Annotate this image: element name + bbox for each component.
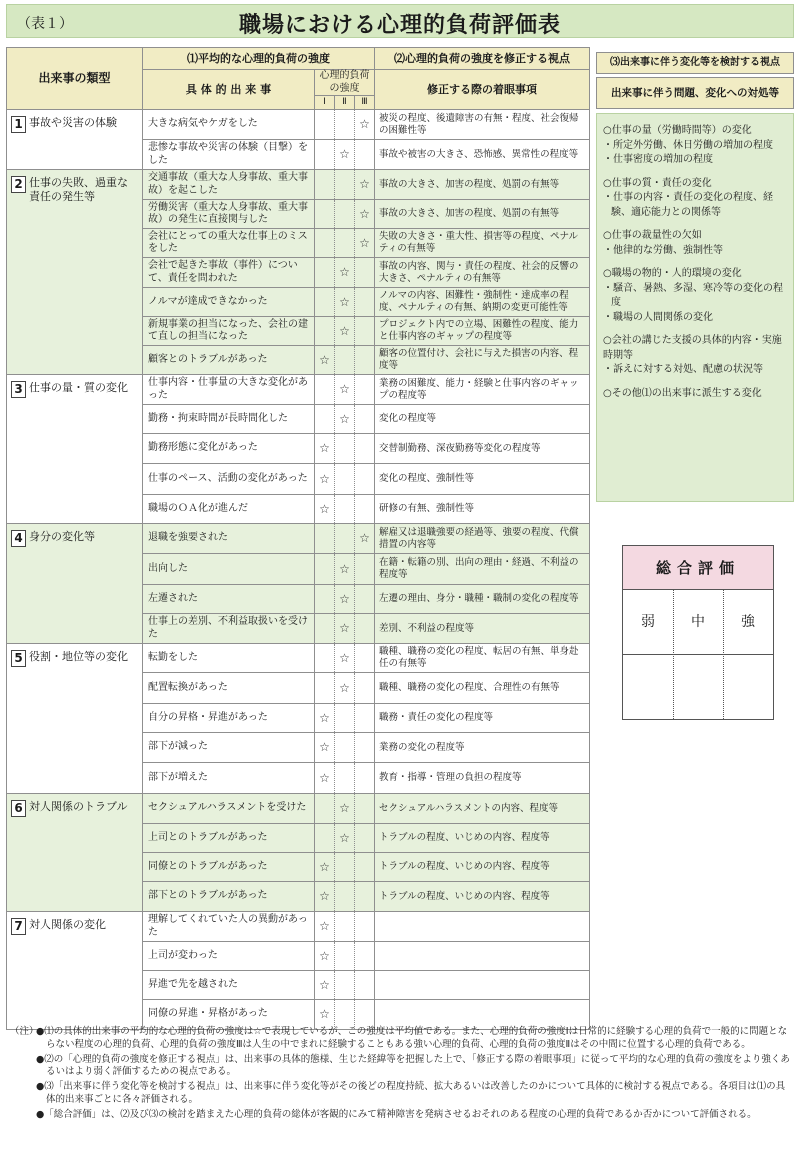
strength-level-2-cell <box>335 912 355 942</box>
strength-level-3-cell <box>355 942 375 971</box>
star-icon: ☆ <box>359 235 370 250</box>
star-icon: ☆ <box>339 411 350 426</box>
modify-point-text: トラブルの程度、いじめの内容、程度等 <box>375 882 590 912</box>
star-icon: ☆ <box>319 889 330 903</box>
event-text: 新規事業の担当になった、会社の建て直しの担当になった <box>143 317 315 346</box>
event-text: 仕事のペース、活動の変化があった <box>143 464 315 495</box>
event-text: 部下が増えた <box>143 763 315 794</box>
category-number: 4 <box>11 530 26 547</box>
category-cell <box>7 375 143 524</box>
strength-level-1-cell <box>315 495 335 524</box>
strength-level-3-cell <box>355 140 375 170</box>
modify-point-text: 顧客の位置付け、会社に与えた損害の内容、程度等 <box>375 346 590 375</box>
modify-point-text: 在籍・転籍の別、出向の理由・経過、不利益の程度等 <box>375 554 590 585</box>
strength-level-3-cell <box>355 794 375 824</box>
strength-level-1-cell <box>315 140 335 170</box>
star-icon: ☆ <box>359 177 370 191</box>
strength-level-2-cell <box>335 824 355 853</box>
strength-level-1-cell <box>315 673 335 704</box>
modify-point-text <box>375 1000 590 1030</box>
event-text: 配置転換があった <box>143 673 315 704</box>
modify-point-text <box>375 942 590 971</box>
viewpoint-group <box>603 387 788 402</box>
modify-point-text: 左遷の理由、身分・職種・職制の変化の程度等 <box>375 585 590 614</box>
header-category: 出来事の類型 <box>7 48 143 110</box>
event-text: 労働災害（重大な人身事故、重大事故）の発生に直接関与した <box>143 200 315 229</box>
strength-level-3-cell <box>355 733 375 763</box>
event-text: 勤務形態に変化があった <box>143 434 315 464</box>
viewpoint-item: ・職場の人間関係の変化 <box>603 311 713 323</box>
strength-level-3-cell <box>355 644 375 673</box>
event-text: 職場のＯＡ化が進んだ <box>143 495 315 524</box>
strength-level-2-cell <box>335 229 355 258</box>
strength-level-3-cell <box>355 763 375 794</box>
strength-level-2-cell <box>335 170 355 200</box>
strength-level-3-cell <box>355 375 375 405</box>
right-panel-body <box>596 113 794 502</box>
modify-point-text: 事故や被害の大きさ、恐怖感、異常性の程度等 <box>375 140 590 170</box>
strength-level-3-cell <box>355 614 375 644</box>
event-text: 昇進で先を越された <box>143 971 315 1000</box>
table-row <box>7 644 590 673</box>
strength-level-1-cell <box>315 942 335 971</box>
strength-level-2-cell <box>335 434 355 464</box>
strength-level-2-cell <box>335 733 355 763</box>
modify-point-text: 差別、不利益の程度等 <box>375 614 590 644</box>
star-icon: ☆ <box>339 323 350 338</box>
event-text: 部下が減った <box>143 733 315 763</box>
note-item: ●⑵の「心理的負荷の強度を修正する視点」は、出来事の具体的態様、生じた経緯等を把握した上で、「修正する際の着眼事項」に従って平均的な心理的負荷の強度をより強くあるいはより弱く評価するための視点である。 <box>36 1053 790 1078</box>
modify-point-text: 職務・責任の変化の程度等 <box>375 704 590 733</box>
viewpoint-item: ・仕事密度の増加の程度 <box>603 154 713 165</box>
category-cell <box>7 794 143 912</box>
category-number: 2 <box>11 176 26 193</box>
strength-level-1-cell <box>315 375 335 405</box>
strength-level-2-cell <box>335 763 355 794</box>
notes <box>10 1026 794 1124</box>
strength-level-2-cell <box>335 585 355 614</box>
viewpoint-group <box>603 229 788 258</box>
modify-point-text: プロジェクト内での立場、困難性の程度、能力と仕事内容のギャップの程度等 <box>375 317 590 346</box>
strength-level-1-cell <box>315 524 335 554</box>
strength-level-2-cell <box>335 317 355 346</box>
evaluation-blank-row <box>623 654 773 655</box>
star-icon: ☆ <box>319 977 330 992</box>
table-row <box>7 912 590 942</box>
overall-evaluation-title: 総合評価 <box>623 546 773 590</box>
level-weak: 弱 <box>641 614 655 630</box>
strength-level-1-cell <box>315 1000 335 1030</box>
category-group <box>7 794 590 912</box>
event-text: 交通事故（重大な人身事故、重大事故）を起こした <box>143 170 315 200</box>
strength-level-1-cell <box>315 554 335 585</box>
strength-level-3-cell <box>355 554 375 585</box>
strength-level-2-cell <box>335 200 355 229</box>
category-label: 身分の変化等 <box>29 530 95 543</box>
star-icon: ☆ <box>339 265 350 279</box>
modify-point-text: トラブルの程度、いじめの内容、程度等 <box>375 824 590 853</box>
star-icon: ☆ <box>339 621 350 635</box>
star-icon: ☆ <box>339 561 350 576</box>
strength-level-3-cell <box>355 317 375 346</box>
event-text: 同僚とのトラブルがあった <box>143 853 315 882</box>
strength-level-1-cell <box>315 317 335 346</box>
strength-level-1-cell <box>315 853 335 882</box>
strength-level-3-cell <box>355 346 375 375</box>
strength-level-1-cell <box>315 882 335 912</box>
modify-point-text: 職種、職務の変化の程度、合理性の有無等 <box>375 673 590 704</box>
event-text: セクシュアルハラスメントを受けた <box>143 794 315 824</box>
star-icon: ☆ <box>339 650 350 665</box>
star-icon: ☆ <box>359 531 370 545</box>
event-text: 退職を強要された <box>143 524 315 554</box>
event-text: 勤務・拘束時間が長時間化した <box>143 405 315 434</box>
evaluation-table <box>6 47 590 1030</box>
star-icon: ☆ <box>339 801 350 815</box>
star-icon: ☆ <box>319 859 330 874</box>
strength-level-3-cell <box>355 912 375 942</box>
category-group <box>7 524 590 644</box>
modify-point-text: 事故の大きさ、加害の程度、処罰の有無等 <box>375 200 590 229</box>
strength-level-2-cell <box>335 644 355 673</box>
category-group <box>7 644 590 794</box>
strength-level-2-cell <box>335 794 355 824</box>
viewpoint-item: ・所定外労働、休日労働の増加の程度 <box>603 139 773 151</box>
category-group <box>7 170 590 375</box>
strength-level-2-cell <box>335 346 355 375</box>
strength-level-2-cell <box>335 1000 355 1030</box>
level-strong: 強 <box>741 614 755 630</box>
strength-level-1-cell <box>315 912 335 942</box>
strength-level-1-cell <box>315 346 335 375</box>
category-number: 7 <box>11 918 26 935</box>
header-modify-view: ⑵心理的負荷の強度を修正する視点 <box>375 48 590 70</box>
viewpoint-heading: ○仕事の質・責任の変化 <box>603 177 712 189</box>
category-label: 仕事の量・質の変化 <box>29 381 128 394</box>
star-icon: ☆ <box>359 117 370 131</box>
event-text: 上司とのトラブルがあった <box>143 824 315 853</box>
strength-level-3-cell <box>355 585 375 614</box>
table-row <box>7 170 590 200</box>
event-text: 会社で起きた事故（事件）について、責任を問われた <box>143 258 315 288</box>
star-icon: ☆ <box>319 948 330 963</box>
strength-level-3-cell <box>355 405 375 434</box>
modify-point-text: 職種、職務の変化の程度、転居の有無、単身赴任の有無等 <box>375 644 590 673</box>
category-label: 仕事の失敗、過重な責任の発生等 <box>29 176 128 203</box>
strength-level-3-cell <box>355 524 375 554</box>
header-modify-points: 修正する際の着眼事項 <box>375 70 590 110</box>
modify-point-text: 解雇又は退職強要の経過等、強要の程度、代償措置の内容等 <box>375 524 590 554</box>
modify-point-text: トラブルの程度、いじめの内容、程度等 <box>375 853 590 882</box>
strength-level-1-cell <box>315 288 335 317</box>
strength-level-2-cell <box>335 673 355 704</box>
modify-point-text: ノルマの内容、困難性・強制性・達成率の程度、ペナルティの有無、納期の変更可能性等 <box>375 288 590 317</box>
star-icon: ☆ <box>319 919 330 933</box>
modify-point-text: 業務の変化の程度等 <box>375 733 590 763</box>
table-row <box>7 794 590 824</box>
strength-level-3-cell <box>355 495 375 524</box>
viewpoint-item: ・訴えに対する対処、配慮の状況等 <box>603 364 763 375</box>
strength-level-3-cell <box>355 229 375 258</box>
modify-point-text: 失敗の大きさ・重大性、損害等の程度、ペナルティの有無等 <box>375 229 590 258</box>
note-item: ●⑴の具体的出来事の平均的な心理的負荷の強度は☆で表現しているが、この強度は平均値である。また、心理的負荷の強度Ⅰは日常的に経験する心理的負荷で一般的に問題とならない程度の心理的負荷、心理的負荷の強度Ⅲは人生の中でまれに経験することもある強い心理的負荷、心理的負荷の強度Ⅱはその中間に位置する心理的負荷である。 <box>36 1026 788 1050</box>
modify-point-text <box>375 912 590 942</box>
strength-level-2-cell <box>335 405 355 434</box>
event-text: 自分の昇格・昇進があった <box>143 704 315 733</box>
category-label: 対人関係のトラブル <box>29 800 128 813</box>
strength-level-2-cell <box>335 375 355 405</box>
category-group <box>7 110 590 170</box>
event-text: 会社にとっての重大な仕事上のミスをした <box>143 229 315 258</box>
viewpoint-group <box>603 267 788 325</box>
strength-level-2-cell <box>335 971 355 1000</box>
viewpoint-item: ・騒音、暑熱、多湿、寒冷等の変化の程度 <box>603 282 783 308</box>
modify-point-text: 変化の程度、強制性等 <box>375 464 590 495</box>
event-text: 部下とのトラブルがあった <box>143 882 315 912</box>
strength-level-1-cell <box>315 704 335 733</box>
strength-level-1-cell <box>315 229 335 258</box>
event-text: 仕事内容・仕事量の大きな変化があった <box>143 375 315 405</box>
category-number: 3 <box>11 381 26 398</box>
strength-level-2-cell <box>335 110 355 140</box>
strength-level-2-cell <box>335 614 355 644</box>
strength-level-2-cell <box>335 942 355 971</box>
strength-level-1-cell <box>315 405 335 434</box>
star-icon: ☆ <box>319 710 330 725</box>
category-cell <box>7 912 143 1030</box>
strength-level-2-cell <box>335 464 355 495</box>
strength-level-3-cell <box>355 704 375 733</box>
star-icon: ☆ <box>339 680 350 695</box>
modify-point-text: 研修の有無、強制性等 <box>375 495 590 524</box>
star-icon: ☆ <box>339 294 350 309</box>
category-group <box>7 375 590 524</box>
header-bar <box>6 4 794 38</box>
category-label: 役割・地位等の変化 <box>29 650 128 663</box>
strength-level-3-cell <box>355 971 375 1000</box>
category-number: 6 <box>11 800 26 817</box>
header-concrete-event: 具 体 的 出 来 事 <box>143 70 315 110</box>
header-avg-strength: ⑴平均的な心理的負荷の強度 <box>143 48 375 70</box>
page-title: 職場における心理的負荷評価表 <box>238 13 561 38</box>
star-icon: ☆ <box>319 770 330 785</box>
strength-level-2-cell <box>335 882 355 912</box>
strength-level-2-cell <box>335 495 355 524</box>
right-panel-title: ⑶出来事に伴う変化等を検討する視点 <box>596 52 794 74</box>
strength-level-1-cell <box>315 464 335 495</box>
notes-lead: （注） <box>10 1026 39 1037</box>
strength-level-3-cell <box>355 824 375 853</box>
strength-level-2-cell <box>335 288 355 317</box>
strength-level-1-cell <box>315 824 335 853</box>
strength-level-2-cell <box>335 524 355 554</box>
note-item: ●「総合評価」は、⑵及び⑶の検討を踏まえた心理的負荷の総体が客観的にみて精神障害を発病させるおそれのある程度の心理的負荷であるか否かについて評価される。 <box>36 1108 757 1120</box>
strength-level-1-cell <box>315 110 335 140</box>
right-panel-subtitle: 出来事に伴う問題、変化への対処等 <box>596 77 794 109</box>
strength-level-1-cell <box>315 644 335 673</box>
event-text: 上司が変わった <box>143 942 315 971</box>
strength-level-2-cell <box>335 554 355 585</box>
event-text: 同僚の昇進・昇格があった <box>143 1000 315 1030</box>
event-text: 顧客とのトラブルがあった <box>143 346 315 375</box>
strength-level-3-cell <box>355 853 375 882</box>
table-tag: （表１） <box>17 16 73 32</box>
viewpoint-group <box>603 334 788 378</box>
viewpoint-item: ・仕事の内容・責任の変化の程度、経験、適応能力との関係等 <box>603 192 773 218</box>
strength-level-2-cell <box>335 853 355 882</box>
category-number: 1 <box>11 116 26 133</box>
event-text: 理解してくれていた人の異動があった <box>143 912 315 942</box>
header-level-3: Ⅲ <box>355 96 375 110</box>
strength-level-3-cell <box>355 464 375 495</box>
star-icon: ☆ <box>319 471 330 486</box>
strength-level-3-cell <box>355 882 375 912</box>
header-level-2: Ⅱ <box>335 96 355 110</box>
level-medium: 中 <box>691 614 705 630</box>
strength-level-1-cell <box>315 585 335 614</box>
category-cell <box>7 170 143 375</box>
category-label: 事故や災害の体験 <box>29 116 117 129</box>
strength-level-3-cell <box>355 673 375 704</box>
strength-level-3-cell <box>355 170 375 200</box>
table-row <box>7 524 590 554</box>
event-text: 大きな病気やケガをした <box>143 110 315 140</box>
strength-level-2-cell <box>335 704 355 733</box>
event-text: 転勤をした <box>143 644 315 673</box>
strength-level-3-cell <box>355 1000 375 1030</box>
star-icon: ☆ <box>359 206 370 221</box>
event-text: ノルマが達成できなかった <box>143 288 315 317</box>
category-number: 5 <box>11 650 26 667</box>
strength-level-1-cell <box>315 200 335 229</box>
viewpoint-group <box>603 177 788 221</box>
event-text: 左遷された <box>143 585 315 614</box>
modify-point-text: 交替制勤務、深夜勤務等変化の程度等 <box>375 434 590 464</box>
strength-level-2-cell <box>335 258 355 288</box>
modify-point-text: 変化の程度等 <box>375 405 590 434</box>
strength-level-1-cell <box>315 733 335 763</box>
star-icon: ☆ <box>339 147 350 161</box>
star-icon: ☆ <box>319 501 330 516</box>
star-icon: ☆ <box>339 382 350 396</box>
category-cell <box>7 110 143 170</box>
strength-level-3-cell <box>355 434 375 464</box>
category-label: 対人関係の変化 <box>29 918 106 931</box>
modify-point-text: 事故の大きさ、加害の程度、処罰の有無等 <box>375 170 590 200</box>
event-text: 出向した <box>143 554 315 585</box>
modify-point-text: セクシュアルハラスメントの内容、程度等 <box>375 794 590 824</box>
star-icon: ☆ <box>319 740 330 754</box>
modify-point-text: 事故の内容、関与・責任の程度、社会的反響の大きさ、ペナルティの有無等 <box>375 258 590 288</box>
category-cell <box>7 524 143 644</box>
header-load-strength: 心理的負荷の強度 <box>315 70 375 96</box>
table-row <box>7 375 590 405</box>
header-level-1: Ⅰ <box>315 96 335 110</box>
strength-level-2-cell <box>335 140 355 170</box>
modify-point-text: 業務の困難度、能力・経験と仕事内容のギャップの程度等 <box>375 375 590 405</box>
category-group <box>7 912 590 1030</box>
strength-level-1-cell <box>315 794 335 824</box>
strength-level-1-cell <box>315 434 335 464</box>
star-icon: ☆ <box>319 1007 330 1021</box>
viewpoint-heading: ○その他⑴の出来事に派生する変化 <box>603 387 762 399</box>
strength-level-3-cell <box>355 258 375 288</box>
viewpoint-item: ・他律的な労働、強制性等 <box>603 244 723 256</box>
star-icon: ☆ <box>319 441 330 455</box>
modify-point-text: 被災の程度、後遺障害の有無・程度、社会復帰の困難性等 <box>375 110 590 140</box>
strength-level-3-cell <box>355 200 375 229</box>
viewpoint-heading: ○仕事の量（労働時間等）の変化 <box>603 125 752 136</box>
strength-level-3-cell <box>355 288 375 317</box>
overall-evaluation-box <box>622 545 774 720</box>
strength-level-1-cell <box>315 971 335 1000</box>
viewpoint-heading: ○会社の講じた支援の具体的内容・実施時期等 <box>603 335 782 361</box>
table-row <box>7 110 590 140</box>
strength-level-1-cell <box>315 763 335 794</box>
modify-point-text <box>375 971 590 1000</box>
note-item: ●⑶「出来事に伴う変化等を検討する視点」は、出来事に伴う変化等がその後どの程度持続、拡大あるいは改善したのかについて具体的に検討する視点である。各項目は⑴の具体的出来事ごとに各々評価される。 <box>36 1081 786 1106</box>
viewpoint-heading: ○仕事の裁量性の欠如 <box>603 230 702 241</box>
viewpoint-group <box>603 124 788 168</box>
viewpoint-heading: ○職場の物的・人的環境の変化 <box>603 268 742 279</box>
notes-list <box>36 1026 794 1122</box>
modify-point-text: 教育・指導・管理の負担の程度等 <box>375 763 590 794</box>
strength-level-1-cell <box>315 614 335 644</box>
strength-level-1-cell <box>315 170 335 200</box>
strength-level-1-cell <box>315 258 335 288</box>
star-icon: ☆ <box>339 830 350 845</box>
star-icon: ☆ <box>339 591 350 606</box>
event-text: 悲惨な事故や災害の体験（目撃）をした <box>143 140 315 170</box>
strength-level-3-cell <box>355 110 375 140</box>
category-cell <box>7 644 143 794</box>
event-text: 仕事上の差別、不利益取扱いを受けた <box>143 614 315 644</box>
star-icon: ☆ <box>319 352 330 367</box>
